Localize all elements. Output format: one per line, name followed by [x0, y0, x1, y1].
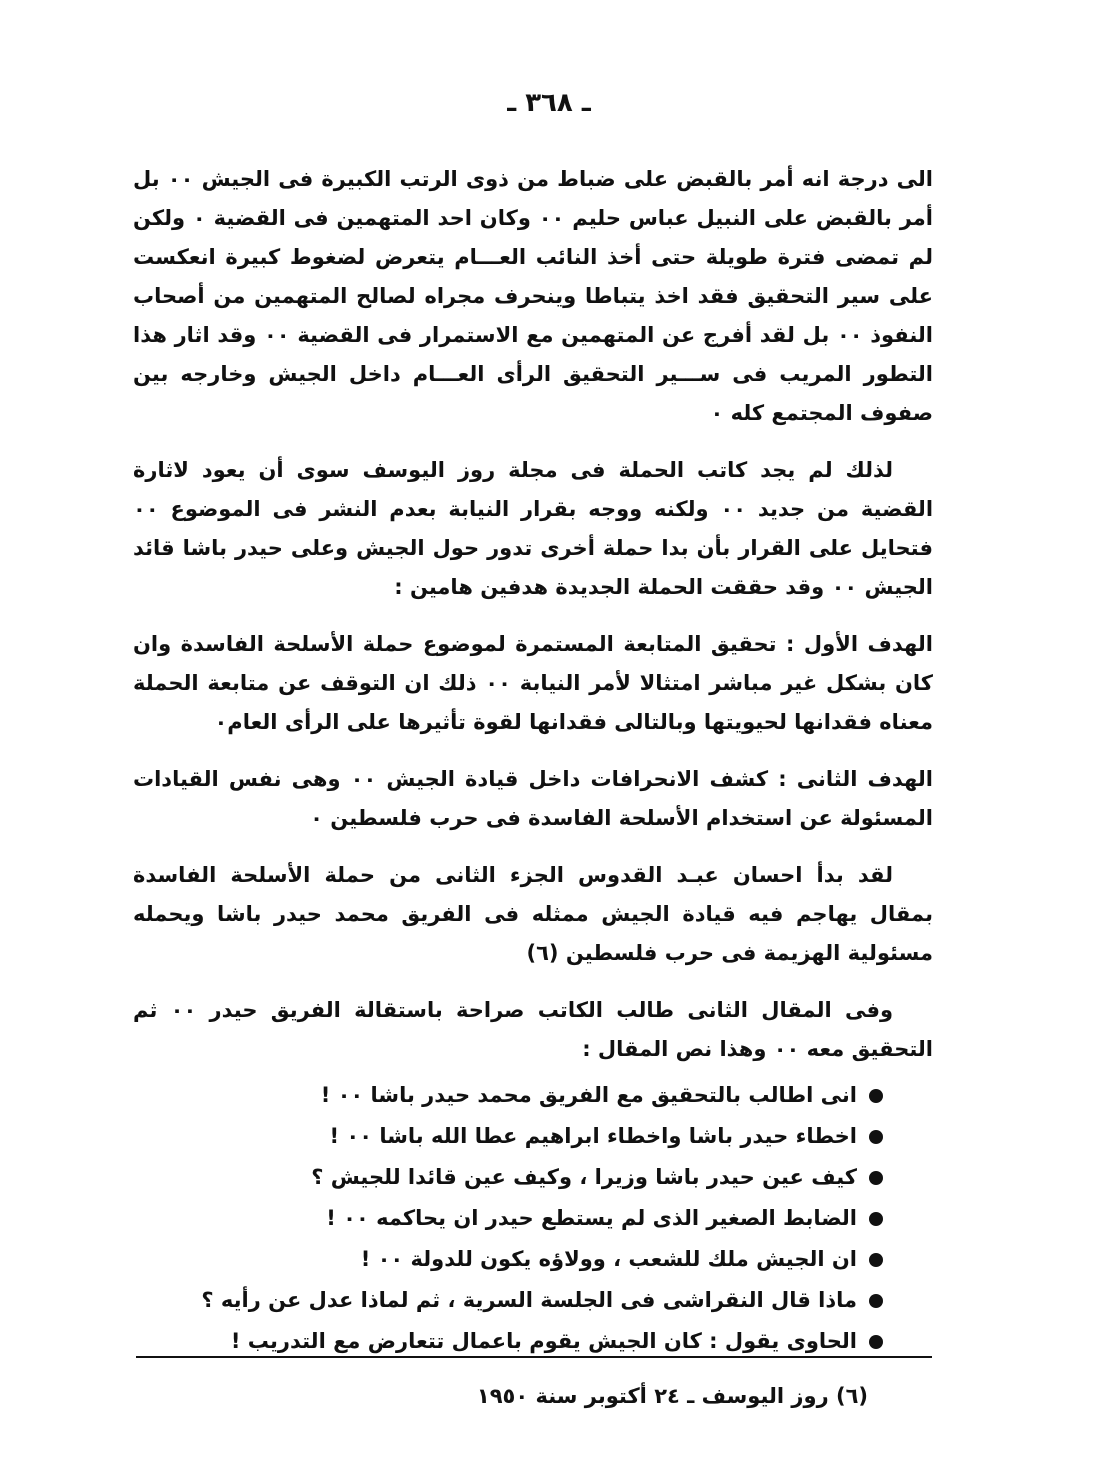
- list-item: انى اطالب بالتحقيق مع الفريق محمد حيدر باشا ٠٠ !: [133, 1075, 883, 1116]
- paragraph-1: الى درجة انه أمر بالقبض على ضباط من ذوى الرتب الكبيرة فى الجيش ٠٠ بل أمر بالقبض على النبيل عباس حليم ٠٠ وكان احد المتهمين فى القضية ٠ ولكن لم تمضى فترة طويلة حتى أخذ النائب العـــام يتعرض لضغوط كبيرة انعكست على سير التحقيق فقد اخذ يتباطا وينحرف مجراه لصالح المتهمين من أصحاب النفوذ ٠٠ بل لقد أفرج عن المتهمين مع الاستمرار فى القضية ٠٠ وقد اثار هذا التطور المريب فى ســـير التحقيق الرأى العـــام داخل الجيش وخارجه بين صفوف المجتمع كله ٠: [133, 167, 933, 425]
- paragraph-3: لقد بدأ احسان عبـد القدوس الجزء الثانى من حملة الأسلحة الفاسدة بمقال يهاجم فيه قيادة الجيش ممثله فى الفريق محمد حيدر باشا ويحمله مسئولية الهزيمة فى حرب فلسطين (٦): [133, 863, 933, 965]
- bullet-icon: [869, 1171, 883, 1185]
- list-item: الحاوى يقول : كان الجيش يقوم باعمال تتعارض مع التدريب !: [133, 1321, 883, 1362]
- page-number: ـ ٣٦٨ ـ: [507, 88, 591, 118]
- bullet-icon: [869, 1212, 883, 1226]
- paragraph-goal-2: [133, 760, 933, 838]
- paragraph-2: لذلك لم يجد كاتب الحملة فى مجلة روز اليوسف سوى أن يعود لاثارة القضية من جديد ٠٠ ولكنه ووجه بقرار النيابة بعدم النشر فى الموضوع ٠٠ فتحايل على القرار بأن بدا حملة أخرى تدور حول الجيش وعلى حيدر باشا قائد الجيش ٠٠ وقد حققت الحملة الجديدة هدفين هامين :: [133, 458, 934, 599]
- list-item: اخطاء حيدر باشا واخطاء ابراهيم عطا الله باشا ٠٠ !: [133, 1116, 883, 1157]
- list-item: كيف عين حيدر باشا وزيرا ، وكيف عين قائدا للجيش ؟: [133, 1157, 883, 1198]
- goal-2-label: الهدف الثانى :: [778, 767, 933, 791]
- footnote: (٦) روز اليوسف ـ ٢٤ أكتوبر سنة ١٩٥٠: [476, 1384, 868, 1408]
- goal-2-text: كشف الانحرافات داخل قيادة الجيش ٠٠ وهى نفس القيادات المسئولة عن استخدام الأسلحة الفاسدة فى حرب فلسطين ٠: [133, 767, 933, 830]
- paragraph-4: وفى المقال الثانى طالب الكاتب صراحة باستقالة الفريق حيدر ٠٠ ثم التحقيق معه ٠٠ وهذا نص المقال :: [133, 998, 933, 1061]
- bullet-icon: [869, 1130, 883, 1144]
- page-body: [133, 160, 933, 1362]
- bullet-icon: [869, 1253, 883, 1267]
- bullet-icon: [869, 1294, 883, 1308]
- list-item: ان الجيش ملك للشعب ، وولاؤه يكون للدولة ٠٠ !: [133, 1239, 883, 1280]
- list-item: الضابط الصغير الذى لم يستطع حيدر ان يحاكمه ٠٠ !: [133, 1198, 883, 1239]
- bullet-icon: [869, 1089, 883, 1103]
- goal-1-label: الهدف الأول :: [786, 632, 933, 656]
- footnote-divider: [136, 1356, 932, 1358]
- paragraph-goal-1: [133, 625, 933, 742]
- article-headlines-list: [133, 1075, 933, 1362]
- list-item: ماذا قال النقراشى فى الجلسة السرية ، ثم لماذا عدل عن رأيه ؟: [133, 1280, 883, 1321]
- goal-1-text: تحقيق المتابعة المستمرة لموضوع حملة الأسلحة الفاسدة وان كان بشكل غير مباشر امتثالا لأمر النيابة ٠٠ ذلك ان التوقف عن متابعة الحملة معناه فقدانها لحيويتها وبالتالى فقدانها لقوة تأثيرها على الرأى العام٠: [133, 632, 933, 734]
- bullet-icon: [869, 1335, 883, 1349]
